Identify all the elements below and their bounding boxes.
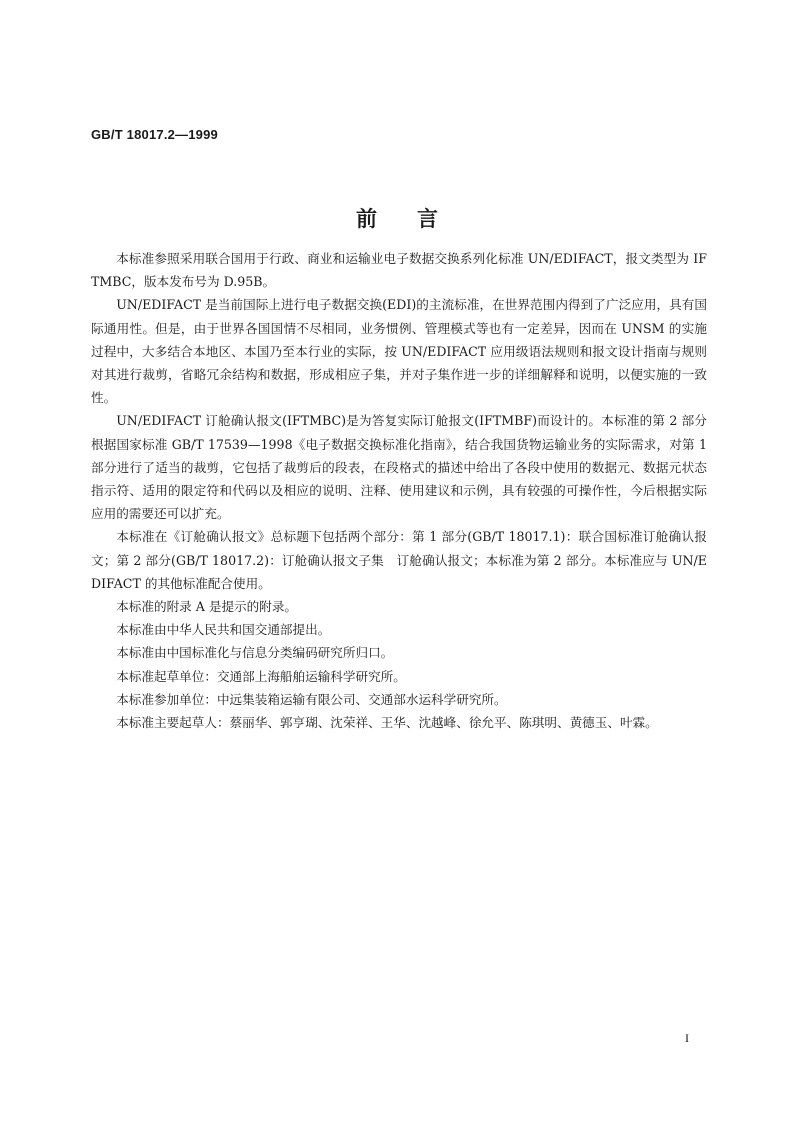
foreword-body xyxy=(91,247,707,734)
paragraph-adoption: 本标准参照采用联合国用于行政、商业和运输业电子数据交换系列化标准 UN/EDIFACT，报文类型为 IFTMBC，版本发布号为 D.95B。 xyxy=(91,251,707,290)
page-number: I xyxy=(685,1031,689,1045)
paragraph-edifact-background: UN/EDIFACT 是当前国际上进行电子数据交换(EDI)的主流标准，在世界范围内得到了广泛应用，具有国际通用性。但是，由于世界各国国情不尽相同，业务惯例、管理模式等也有一定差异，因而在 UNSM 的实施过程中，大多结合本地区、本国乃至本行业的实际，按 UN/EDIFACT 应用级语法规则和报文设计指南与规则对其进行裁剪，省略冗余结构和数据，形成相应子集，并对子集作进一步的详细解释和说明，以便实施的一致性。 xyxy=(91,297,707,406)
paragraph-drafters: 本标准主要起草人：蔡丽华、郭亨瑚、沈荣祥、王华、沈越峰、徐允平、陈琪明、黄德玉、叶霖。 xyxy=(116,715,658,731)
paragraph-participating-units: 本标准参加单位：中远集装箱运输有限公司、交通部水运科学研究所。 xyxy=(116,691,507,707)
paragraph-appendix: 本标准的附录 A 是提示的附录。 xyxy=(116,599,298,615)
page-title: 前言 xyxy=(356,207,478,231)
standard-number: GB/T 18017.2—1999 xyxy=(91,127,218,142)
paragraph-drafting-unit: 本标准起草单位：交通部上海船舶运输科学研究所。 xyxy=(116,668,406,684)
paragraph-proposer: 本标准由中华人民共和国交通部提出。 xyxy=(116,622,331,638)
paragraph-iftmbc-description: UN/EDIFACT 订舱确认报文(IFTMBC)是为答复实际订舱报文(IFTMBF)而设计的。本标准的第 2 部分根据国家标准 GB/T 17539—1998《电子数据交换标准化指南》，结合我国货物运输业务的实际需求，对第 1 部分进行了适当的裁剪，它包括了裁剪后的段表，在段格式的描述中给出了各段中使用的数据元、数据元状态指示符、适用的限定符和代码以及相应的说明、注释、使用建议和示例，具有较强的可操作性，今后根据实际应用的需要还可以扩充。 xyxy=(91,413,707,522)
paragraph-responsible-unit: 本标准由中国标准化与信息分类编码研究所归口。 xyxy=(116,645,394,661)
paragraph-parts: 本标准在《订舱确认报文》总标题下包括两个部分：第 1 部分(GB/T 18017.1)：联合国标准订舱确认报文；第 2 部分(GB/T 18017.2)：订舱确认报文子集 订舱确认报文；本标准为第 2 部分。本标准应与 UN/EDIFACT 的其他标准配合使用。 xyxy=(91,529,707,591)
